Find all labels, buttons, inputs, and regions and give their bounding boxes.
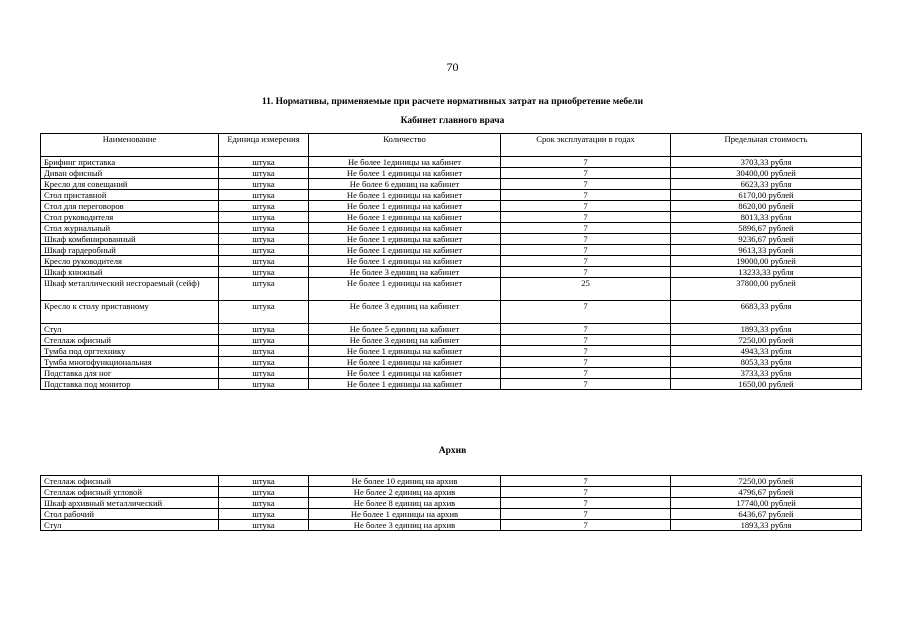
page-number: 70 [446,60,459,74]
section-title-archive: Архив [438,446,467,456]
table-row [41,157,862,168]
cell-term: 7 [501,487,671,498]
table-row [41,487,862,498]
cell-cost: 9236,67 рублей [671,234,862,245]
cell-cost: 1893,33 рубля [671,520,862,531]
cell-quantity: Не более 1 единицы на кабинет [309,223,501,234]
cell-name: Шкаф книжный [41,267,219,278]
cell-cost: 7250,00 рублей [671,476,862,487]
cell-name: Диван офисный [41,168,219,179]
cell-quantity: Не более 1 единицы на кабинет [309,256,501,267]
cell-quantity: Не более 1 единицы на архив [309,509,501,520]
cell-term: 7 [501,190,671,201]
table-row [41,520,862,531]
cell-quantity: Не более 5 единиц на кабинет [309,324,501,335]
cell-cost: 1893,33 рубля [671,324,862,335]
header-unit: Единица измерения [219,134,309,157]
cell-cost: 3703,33 рубля [671,157,862,168]
cell-cost: 8013,33 рубля [671,212,862,223]
cell-cost: 4796,67 рублей [671,487,862,498]
cell-cost: 6623,33 рубля [671,179,862,190]
cell-term: 7 [501,346,671,357]
table-row [41,179,862,190]
cell-term: 7 [501,267,671,278]
table-row [41,234,862,245]
cell-quantity: Не более 1 единицы на кабинет [309,278,501,301]
cell-unit: штука [219,190,309,201]
cell-term: 7 [501,509,671,520]
cell-cost: 8053,33 рубля [671,357,862,368]
cell-term: 7 [501,179,671,190]
cell-unit: штука [219,301,309,324]
cell-name: Подставка под монитор [41,379,219,390]
cell-term: 7 [501,324,671,335]
cell-unit: штука [219,357,309,368]
cell-term: 7 [501,212,671,223]
cell-term: 7 [501,301,671,324]
cell-quantity: Не более 3 единиц на архив [309,520,501,531]
cell-term: 7 [501,379,671,390]
cell-term: 7 [501,368,671,379]
cell-name: Стеллаж офисный [41,476,219,487]
cell-unit: штука [219,267,309,278]
table-row [41,267,862,278]
header-name: Наименование [41,134,219,157]
table-row [41,379,862,390]
table-row [41,301,862,324]
table-row [41,357,862,368]
cell-name: Шкаф гардеробный [41,245,219,256]
cell-quantity: Не более 1 единицы на кабинет [309,368,501,379]
cell-quantity: Не более 3 единиц на кабинет [309,335,501,346]
cell-name: Шкаф архивный металлический [41,498,219,509]
table-row [41,509,862,520]
cell-name: Стол журнальный [41,223,219,234]
table-row [41,368,862,379]
cell-term: 7 [501,157,671,168]
cell-name: Брифинг приставка [41,157,219,168]
cell-quantity: Не более 1 единицы на кабинет [309,212,501,223]
furniture-table-chief-doctor [40,133,862,390]
cell-cost: 9613,33 рублей [671,245,862,256]
table-row [41,190,862,201]
cell-unit: штука [219,278,309,301]
table-row [41,212,862,223]
cell-name: Тумба под оргтехнику [41,346,219,357]
cell-name: Кресло для совещаний [41,179,219,190]
cell-cost: 17740,00 рублей [671,498,862,509]
cell-cost: 30400,00 рублей [671,168,862,179]
cell-name: Подставка для ног [41,368,219,379]
cell-unit: штука [219,476,309,487]
cell-unit: штука [219,335,309,346]
document-title: 11. Нормативы, применяемые при расчете нормативных затрат на приобретение мебели [261,97,644,107]
table-row [41,168,862,179]
cell-unit: штука [219,201,309,212]
cell-name: Стул [41,520,219,531]
cell-unit: штука [219,234,309,245]
cell-quantity: Не более 8 единиц на архив [309,498,501,509]
cell-unit: штука [219,487,309,498]
cell-name: Шкаф металлический несгораемый (сейф) [41,278,219,301]
cell-unit: штука [219,520,309,531]
cell-cost: 4943,33 рубля [671,346,862,357]
cell-unit: штука [219,324,309,335]
header-quantity: Количество [309,134,501,157]
header-term: Срок эксплуатации в годах [501,134,671,157]
cell-unit: штука [219,368,309,379]
table-row [41,324,862,335]
cell-term: 7 [501,245,671,256]
cell-cost: 5896,67 рублей [671,223,862,234]
cell-unit: штука [219,212,309,223]
cell-name: Стол для переговоров [41,201,219,212]
cell-quantity: Не более 1 единицы на кабинет [309,346,501,357]
cell-quantity: Не более 1 единицы на кабинет [309,201,501,212]
cell-unit: штука [219,346,309,357]
cell-term: 7 [501,357,671,368]
cell-cost: 6436,67 рублей [671,509,862,520]
cell-quantity: Не более 3 единиц на кабинет [309,267,501,278]
cell-term: 7 [501,520,671,531]
cell-quantity: Не более 1 единицы на кабинет [309,168,501,179]
cell-term: 7 [501,256,671,267]
cell-quantity: Не более 3 единиц на кабинет [309,301,501,324]
table-row [41,278,862,301]
cell-cost: 6683,33 рубля [671,301,862,324]
cell-unit: штука [219,256,309,267]
cell-name: Шкаф комбинированный [41,234,219,245]
table-row [41,201,862,212]
cell-cost: 19000,00 рублей [671,256,862,267]
cell-cost: 3733,33 рубля [671,368,862,379]
cell-cost: 6170,00 рублей [671,190,862,201]
cell-name: Кресло к столу приставному [41,301,219,324]
cell-unit: штука [219,498,309,509]
header-cost: Предельная стоимость [671,134,862,157]
cell-cost: 8620,00 рублей [671,201,862,212]
cell-quantity: Не более 1 единицы на кабинет [309,379,501,390]
table-row [41,335,862,346]
table-row [41,498,862,509]
table-row [41,346,862,357]
section-title-chief-doctor: Кабинет главного врача [400,116,505,126]
cell-name: Стол приставной [41,190,219,201]
table-row [41,245,862,256]
cell-term: 7 [501,168,671,179]
cell-quantity: Не более 1 единицы на кабинет [309,357,501,368]
cell-cost: 13233,33 рубля [671,267,862,278]
cell-name: Стол руководителя [41,212,219,223]
cell-unit: штука [219,179,309,190]
cell-term: 7 [501,476,671,487]
cell-cost: 7250,00 рублей [671,335,862,346]
cell-unit: штука [219,223,309,234]
cell-name: Стул [41,324,219,335]
cell-name: Стеллаж офисный [41,335,219,346]
cell-quantity: Не более 1 единицы на кабинет [309,245,501,256]
cell-term: 7 [501,498,671,509]
cell-quantity: Не более 1 единицы на кабинет [309,234,501,245]
cell-name: Кресло руководителя [41,256,219,267]
table-row [41,223,862,234]
cell-unit: штука [219,168,309,179]
furniture-table-archive [40,475,862,531]
cell-cost: 1650,00 рублей [671,379,862,390]
cell-quantity: Не более 10 единиц на архив [309,476,501,487]
cell-name: Стеллаж офисный угловой [41,487,219,498]
cell-unit: штука [219,379,309,390]
cell-name: Стол рабочий [41,509,219,520]
cell-term: 25 [501,278,671,301]
cell-term: 7 [501,234,671,245]
table-row [41,256,862,267]
cell-term: 7 [501,201,671,212]
cell-quantity: Не более 6 единиц на кабинет [309,179,501,190]
cell-term: 7 [501,223,671,234]
cell-name: Тумба многофункциональная [41,357,219,368]
cell-unit: штука [219,509,309,520]
table-row [41,476,862,487]
table-header-row [41,134,862,157]
cell-cost: 37800,00 рублей [671,278,862,301]
cell-quantity: Не более 1 единицы на кабинет [309,190,501,201]
cell-quantity: Не более 1единицы на кабинет [309,157,501,168]
cell-term: 7 [501,335,671,346]
cell-unit: штука [219,157,309,168]
cell-quantity: Не более 2 единиц на архив [309,487,501,498]
cell-unit: штука [219,245,309,256]
